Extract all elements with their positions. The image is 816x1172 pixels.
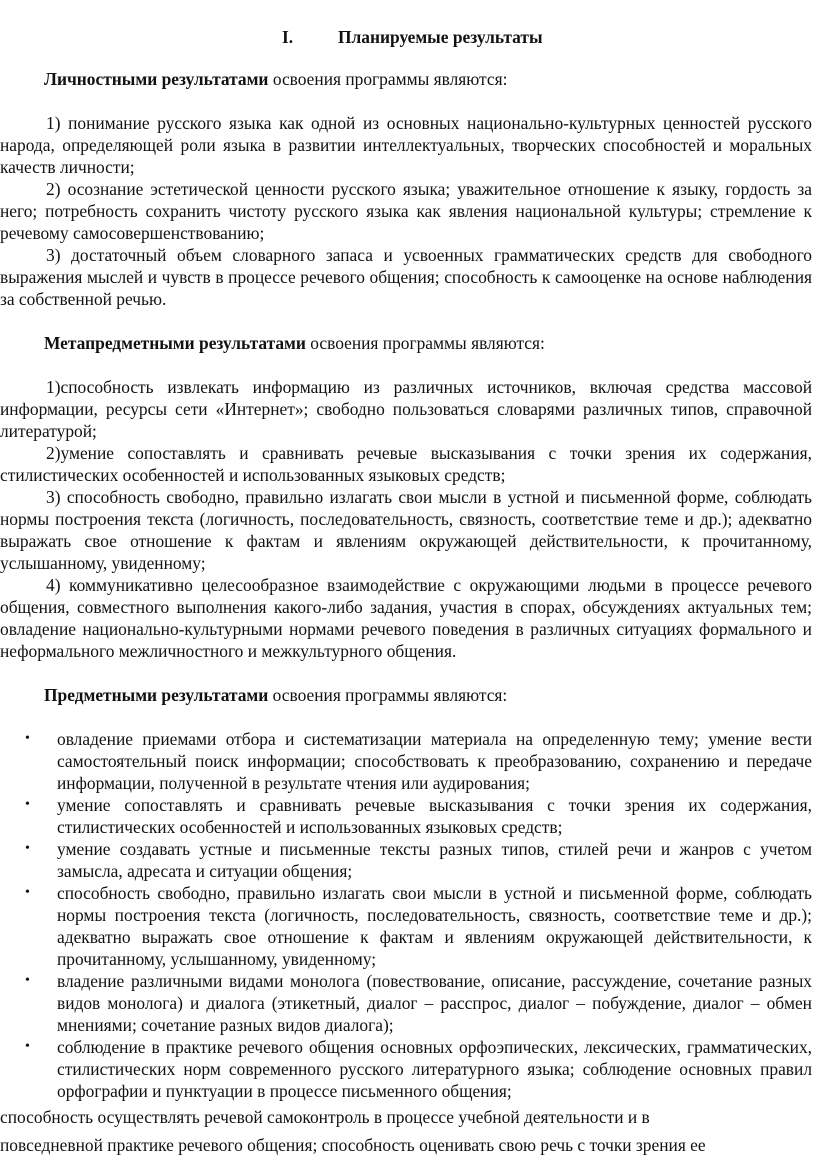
personal-results-intro: [44, 68, 507, 90]
meta-result-item: 3) способность свободно, правильно излагать свои мысли в устной и письменной форме, соблюдать нормы построения текста (логичность, последовательность, связность, соответствие теме и др.); адекватно выражать свое отношение к фактам и явлениям окружающей действительности, к прочитанному, услышанному, увиденному;: [0, 487, 812, 573]
bullet-icon: •: [25, 973, 30, 988]
meta-result-item: 4) коммуникативно целесообразное взаимодействие с окружающими людьми в процессе речевого общения, совместного выполнения какого-либо задания, участия в спорах, обсуждениях актуальных тем; овладение национально-культурными нормами речевого поведения в различных ситуациях формального и неформального межличностного и межкультурного общения.: [0, 575, 812, 661]
personal-result-item: 3) достаточный объем словарного запаса и усвоенных грамматических средств для свободного выражения мыслей и чувств в процессе речевого общения; способность к самооценке на основе наблюдения за собственной речью.: [0, 245, 812, 309]
bullet-icon: •: [25, 841, 30, 856]
trailing-line: повседневной практике речевого общения; способность оценивать свою речь с точки зрения ее: [0, 1135, 706, 1155]
bullet-icon: •: [25, 797, 30, 812]
bullet-icon: •: [25, 1039, 30, 1054]
meta-results-intro-text: освоения программы являются:: [305, 333, 545, 353]
meta-result-item: 1)способность извлекать информацию из различных источников, включая средства массовой информации, ресурсы сети «Интернет»; свободно пользоваться словарями различных типов, справочной литературой;: [0, 377, 812, 441]
list-item: [0, 970, 812, 1036]
bullet-icon: •: [25, 731, 30, 746]
list-item-text: овладение приемами отбора и систематизации материала на определенную тему; умение вести самостоятельный поиск информации; способствовать к преобразованию, сохранению и передаче информации, полученной в результате чтения или аудирования;: [57, 729, 812, 793]
subject-results-list: [0, 728, 812, 1102]
list-item-text: владение различными видами монолога (повествование, описание, рассуждение, сочетание разных видов монолога) и диалога (этикетный, диалог – расспрос, диалог – побуждение, диалог – обмен мнениями; сочетание разных видов диалога);: [57, 971, 812, 1035]
list-item-text: умение сопоставлять и сравнивать речевые высказывания с точки зрения их содержания, стилистических особенностей и использованных языковых средств;: [57, 795, 812, 837]
subject-results-intro: [44, 684, 507, 706]
personal-results-intro-text: освоения программы являются:: [268, 69, 508, 89]
list-item: [0, 728, 812, 794]
meta-results-intro: [44, 332, 545, 354]
subject-results-intro-text: освоения программы являются:: [268, 685, 508, 705]
meta-result-item: 2)умение сопоставлять и сравнивать речевые высказывания с точки зрения их содержания, стилистических особенностей и использованных языковых средств;: [0, 443, 812, 485]
list-item: [0, 838, 812, 882]
personal-result-item: 2) осознание эстетической ценности русского языка; уважительное отношение к языку, гордость за него; потребность сохранить чистоту русского языка как явления национальной культуры; стремление к речевому самосовершенствованию;: [0, 179, 812, 243]
list-item-text: способность свободно, правильно излагать свои мысли в устной и письменной форме, соблюдать нормы построения текста (логичность, последовательность, связность, соответствие теме и др.); адекватно выражать свое отношение к фактам и явлениям окружающей действительности, к прочитанному, услышанному, увиденному;: [57, 883, 812, 969]
list-item: [0, 882, 812, 970]
meta-results-label: Метапредметными результатами: [44, 333, 306, 353]
list-item: [0, 1036, 812, 1102]
trailing-line: способность осуществлять речевой самоконтроль в процессе учебной деятельности и в: [0, 1107, 650, 1127]
list-item-text: соблюдение в практике речевого общения основных орфоэпических, лексических, грамматических, стилистических норм современного русского литературного языка; соблюдение основных правил орфографии и пунктуации в процессе письменного общения;: [57, 1037, 812, 1101]
subject-results-label: Предметными результатами: [44, 685, 269, 705]
bullet-icon: •: [25, 885, 30, 900]
list-item: [0, 794, 812, 838]
personal-results-label: Личностными результатами: [44, 69, 269, 89]
heading-title: Планируемые результаты: [338, 27, 543, 47]
heading-number: I.: [282, 27, 294, 47]
list-item-text: умение создавать устные и письменные тексты разных типов, стилей речи и жанров с учетом замысла, адресата и ситуации общения;: [57, 839, 812, 881]
personal-result-item: 1) понимание русского языка как одной из основных национально-культурных ценностей русского народа, определяющей роли языка в развитии интеллектуальных, творческих способностей и моральных качеств личности;: [0, 113, 812, 177]
